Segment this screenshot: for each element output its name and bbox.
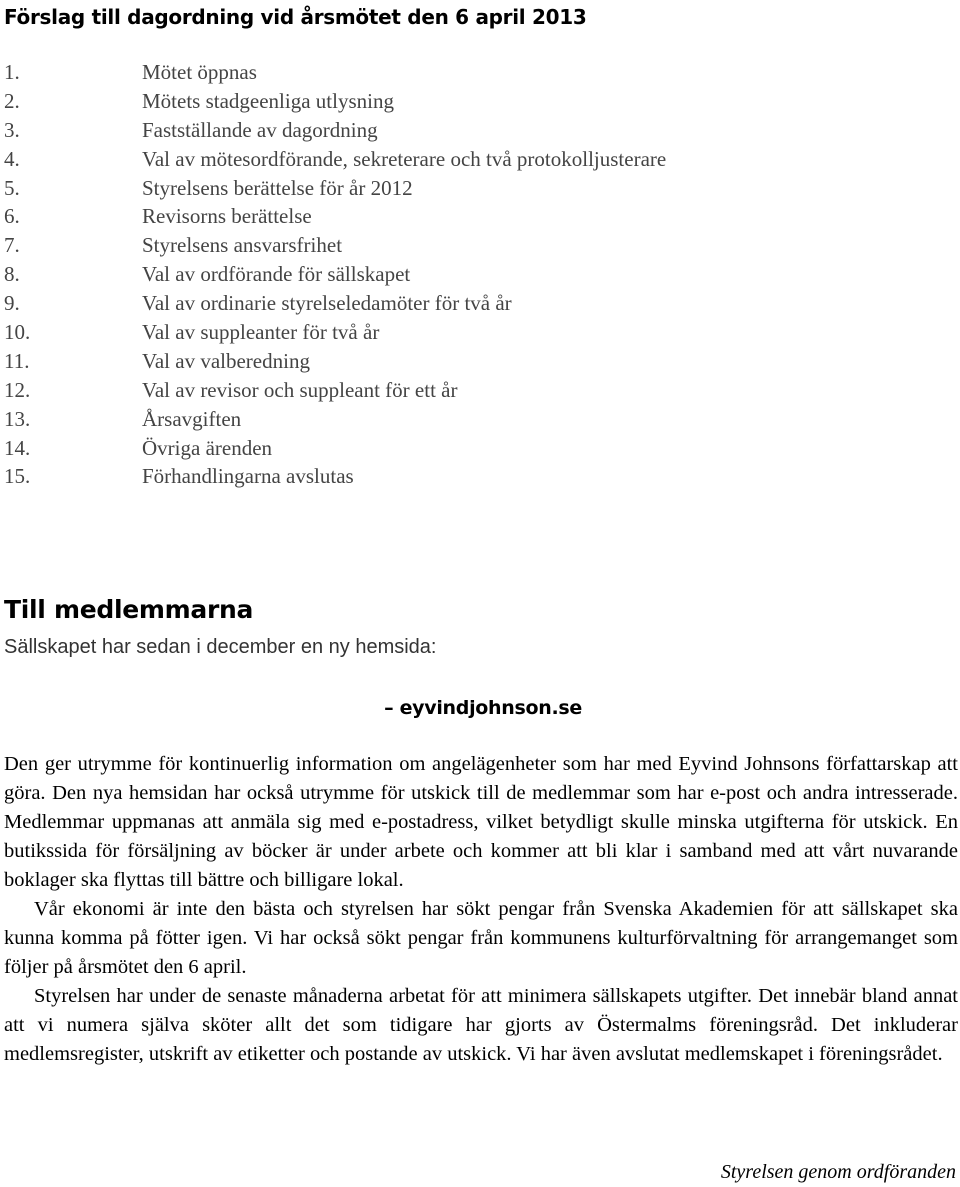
- agenda-item-number: 13.: [4, 406, 31, 431]
- agenda-item: [4, 202, 666, 231]
- agenda-item: [4, 145, 666, 174]
- agenda-item-number: 1.: [4, 60, 20, 84]
- agenda-item-number: 6.: [4, 204, 20, 229]
- agenda-item-text: Styrelsens ansvarsfrihet: [142, 233, 343, 258]
- body-paragraph: Vår ekonomi är inte den bästa och styrelsen har sökt pengar från Svenska Akademien för att sällskapet ska kunna komma på fötter igen. Vi har också sökt pengar från kommunens kulturförvaltning för arrangemanget som följer på årsmötet den 6 april.: [4, 898, 958, 978]
- signature: Styrelsen genom ordföranden: [720, 1161, 956, 1183]
- agenda-item-number: 4.: [4, 146, 20, 171]
- agenda-item: [4, 462, 666, 491]
- agenda-item-number: 14.: [4, 435, 31, 460]
- agenda-item: [4, 58, 666, 87]
- members-section-title: Till medlemmarna: [4, 595, 254, 624]
- agenda-item-text: Val av mötesordförande, sekreterare och två protokolljusterare: [142, 146, 667, 171]
- agenda-item-number: 2.: [4, 88, 20, 113]
- agenda-item-text: Revisorns berättelse: [142, 204, 312, 229]
- agenda-item-number: 3.: [4, 117, 20, 142]
- agenda-item: [4, 87, 666, 116]
- agenda-title: Förslag till dagordning vid årsmötet den 6 april 2013: [4, 5, 587, 29]
- agenda-item-text: Styrelsens berättelse för år 2012: [142, 175, 413, 200]
- agenda-item-number: 11.: [4, 348, 30, 373]
- agenda-item-number: 5.: [4, 175, 20, 200]
- agenda-item-number: 8.: [4, 262, 20, 287]
- agenda-item-number: 10.: [4, 320, 31, 345]
- website-link[interactable]: – eyvindjohnson.se: [384, 697, 582, 719]
- agenda-item-text: Mötets stadgeenliga utlysning: [142, 88, 394, 113]
- agenda-item-number: 9.: [4, 291, 20, 316]
- agenda-item: [4, 318, 666, 347]
- agenda-item: [4, 174, 666, 203]
- body-paragraph: Styrelsen har under de senaste månaderna arbetat för att minimera sällskapets utgifter. Det innebär bland annat att vi numera själva sköter allt det som tidigare har gjorts av Östermalms föreningsråd. Det inkluderar medlemsregister, utskrift av etiketter och postande av utskick. Vi har även avslutat medlemskapet i föreningsrådet.: [4, 985, 958, 1065]
- agenda-item-text: Mötet öppnas: [142, 60, 257, 84]
- agenda-item-text: Övriga ärenden: [142, 435, 273, 460]
- agenda-item: [4, 231, 666, 260]
- agenda-item-text: Val av valberedning: [142, 348, 310, 373]
- agenda-item: [4, 376, 666, 405]
- agenda-item: [4, 116, 666, 145]
- agenda-item-number: 12.: [4, 377, 31, 402]
- agenda-list: [4, 58, 666, 491]
- agenda-item-text: Val av revisor och suppleant för ett år: [142, 377, 458, 402]
- agenda-item: [4, 289, 666, 318]
- agenda-item: [4, 260, 666, 289]
- agenda-item-text: Fastställande av dagordning: [142, 117, 378, 142]
- agenda-item-text: Årsavgiften: [142, 406, 242, 431]
- agenda-item-number: 7.: [4, 233, 20, 258]
- agenda-item: [4, 405, 666, 434]
- members-body-text: [4, 750, 958, 1069]
- website-intro-text: Sällskapet har sedan i december en ny hemsida:: [4, 636, 437, 658]
- agenda-item-text: Förhandlingarna avslutas: [142, 464, 354, 489]
- agenda-item: [4, 434, 666, 463]
- agenda-item: [4, 347, 666, 376]
- body-paragraph: Den ger utrymme för kontinuerlig information om angelägenheter som har med Eyvind Johnsons författarskap att göra. Den nya hemsidan har också utrymme för utskick till de medlemmar som har e-post och andra intresserade. Medlemmar uppmanas att anmäla sig med e-postadress, vilket betydligt skulle minska utgifterna för utskick. En butikssida för försäljning av böcker är under arbete och kommer att bli klar i samband med att vårt nuvarande boklager ska flyttas till bättre och billigare lokal.: [4, 753, 958, 891]
- agenda-item-text: Val av suppleanter för två år: [142, 320, 380, 345]
- agenda-item-text: Val av ordförande för sällskapet: [142, 262, 411, 287]
- agenda-item-number: 15.: [4, 464, 31, 489]
- agenda-item-text: Val av ordinarie styrelseledamöter för två år: [142, 291, 512, 316]
